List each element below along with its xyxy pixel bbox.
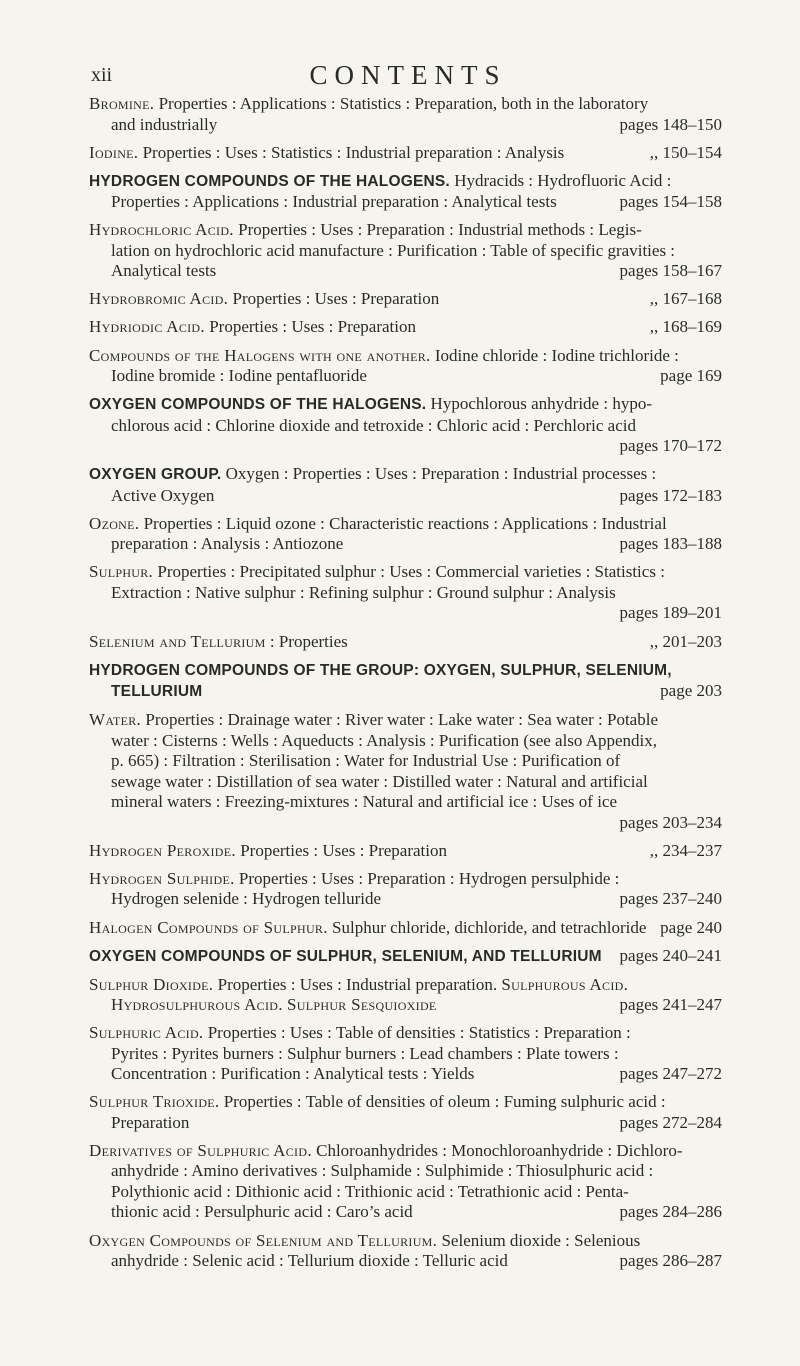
entry-line	[89, 416, 722, 437]
entry-text: Properties : Uses : Statistics : Industrial preparation : Analysis	[142, 142, 565, 162]
toc-entry-hydrogen-sulphide	[89, 869, 722, 910]
entry-text: Analytical tests	[111, 261, 217, 281]
toc-entry-sulphur-trioxide	[89, 1092, 722, 1133]
entry-text: Properties : Uses : Preparation : Hydrogen persulphide :	[238, 868, 620, 888]
entry-line	[89, 192, 722, 213]
entry-text: anhydride : Amino derivatives : Sulphamide : Sulphimide : Thiosulphuric acid :	[111, 1161, 654, 1181]
toc-entry-sulphuric-acid	[89, 1023, 722, 1085]
entry-line	[89, 946, 722, 968]
toc-entry-sulphur	[89, 562, 722, 624]
entry-text: Properties : Drainage water : River water : Lake water : Sea water : Potable	[145, 710, 658, 730]
entry-line	[89, 751, 722, 772]
entry-line	[89, 1161, 722, 1182]
entry-text: Polythionic acid : Dithionic acid : Trithionic acid : Tetrathionic acid : Penta-	[111, 1181, 629, 1201]
entry-text: Pyrites : Pyrites burners : Sulphur burners : Lead chambers : Plate towers :	[111, 1043, 619, 1063]
entry-pages: pages 286–287	[619, 1251, 722, 1271]
entry-text: Concentration : Purification : Analytical tests : Yields	[111, 1064, 475, 1084]
entry-text: Hydracids : Hydrofluoric Acid :	[454, 170, 672, 190]
entry-pages: pages 240–241	[619, 945, 722, 965]
entry-subheading: Sulphurous Acid.	[501, 974, 629, 994]
entry-line	[89, 464, 722, 486]
toc-entry-hydrobromic-acid	[89, 289, 722, 310]
entry-line	[89, 261, 722, 282]
entry-heading: Hydriodic Acid.	[89, 317, 205, 337]
entry-line	[89, 115, 722, 136]
entry-pages: pages 284–286	[619, 1202, 722, 1222]
entry-heading: Hydrobromic Acid.	[89, 289, 229, 309]
entry-pages: pages 148–150	[619, 114, 722, 134]
entry-pages: page 203	[660, 681, 722, 701]
toc-entry-bromine	[89, 94, 722, 135]
entry-line	[89, 1251, 722, 1272]
entry-text: Iodine bromide : Iodine pentafluoride	[111, 366, 367, 386]
entry-line	[89, 514, 722, 535]
entry-text: preparation : Analysis : Antiozone	[111, 534, 344, 554]
page-number: xii	[91, 64, 113, 86]
entry-text: lation on hydrochloric acid manufacture : Purification : Table of specific gravities :	[111, 240, 676, 260]
entry-text: Hydrogen selenide : Hydrogen telluride	[111, 889, 382, 909]
entry-heading: Sulphur.	[89, 562, 154, 582]
entry-heading: OXYGEN COMPOUNDS OF THE HALOGENS.	[89, 396, 427, 414]
toc-entry-water	[89, 710, 722, 833]
toc-entry-selenium-tellurium	[89, 632, 722, 653]
entry-text: Properties : Uses : Preparation	[232, 289, 440, 309]
entry-line	[89, 143, 722, 164]
toc-entry-hydrochloric-acid	[89, 220, 722, 282]
entry-line	[89, 562, 722, 583]
entry-line	[89, 632, 722, 653]
entry-line	[89, 366, 722, 387]
toc-entry-compounds-halogens-one-another	[89, 346, 722, 387]
entry-line	[89, 1231, 722, 1252]
entry-line	[89, 841, 722, 862]
entry-text: sewage water : Distillation of sea water : Distilled water : Natural and artificial	[111, 771, 648, 791]
entry-text: Properties : Precipitated sulphur : Uses : Commercial varieties : Statistics :	[157, 562, 665, 582]
entry-text: Selenium dioxide : Selenious	[441, 1230, 641, 1250]
entry-text: Sulphur chloride, dichloride, and tetrachloride	[332, 917, 647, 937]
entry-text: chlorous acid : Chlorine dioxide and tetroxide : Chloric acid : Perchloric acid	[111, 415, 636, 435]
entry-line	[89, 1182, 722, 1203]
entry-pages: ,, 167–168	[649, 289, 722, 309]
entry-pages: pages 170–172	[619, 436, 722, 456]
entry-line	[89, 289, 722, 310]
toc-entry-oxygen-compounds-selenium-tellurium	[89, 1231, 722, 1272]
entry-heading: Hydrogen Peroxide.	[89, 840, 236, 860]
entry-pages: ,, 201–203	[649, 631, 722, 651]
entry-pages: pages 189–201	[619, 603, 722, 623]
contents-list	[89, 94, 722, 1279]
entry-line	[89, 918, 722, 939]
entry-line	[89, 975, 722, 996]
entry-heading: Sulphur Dioxide.	[89, 974, 214, 994]
toc-entry-derivatives-sulphuric-acid	[89, 1141, 722, 1223]
toc-entry-hydrogen-peroxide	[89, 841, 722, 862]
entry-line	[89, 603, 722, 624]
entry-text: : Properties	[269, 631, 348, 651]
entry-text: Properties : Table of densities of oleum : Fuming sulphuric acid :	[223, 1092, 666, 1112]
entry-line	[89, 869, 722, 890]
entry-text: Chloroanhydrides : Monochloroanhydride : Dichloro-	[316, 1140, 683, 1160]
entry-heading: Sulphuric Acid.	[89, 1023, 204, 1043]
entry-pages: ,, 234–237	[649, 840, 722, 860]
entry-heading: OXYGEN GROUP.	[89, 466, 222, 484]
entry-line	[89, 317, 722, 338]
entry-line	[89, 792, 722, 813]
entry-heading: Ozone.	[89, 513, 140, 533]
entry-line	[89, 1064, 722, 1085]
entry-heading: Hydrogen Sulphide.	[89, 868, 235, 888]
entry-line	[89, 681, 722, 703]
entry-line	[89, 171, 722, 193]
entry-text: and industrially	[111, 114, 218, 134]
page-title: CONTENTS	[309, 60, 507, 90]
entry-text: anhydride : Selenic acid : Tellurium dioxide : Telluric acid	[111, 1251, 508, 1271]
entry-line	[89, 710, 722, 731]
entry-line	[89, 486, 722, 507]
entry-line	[89, 772, 722, 793]
toc-entry-oxygen-compounds-sulphur	[89, 946, 722, 968]
entry-line	[89, 1092, 722, 1113]
entry-pages: page 169	[660, 366, 722, 386]
entry-text: TELLURIUM	[111, 683, 203, 701]
entry-pages: pages 172–183	[619, 485, 722, 505]
entry-subheading: Sulphur Sesquioxide	[287, 995, 437, 1015]
toc-entry-iodine	[89, 143, 722, 164]
entry-heading: Sulphur Trioxide.	[89, 1092, 220, 1112]
entry-line	[89, 889, 722, 910]
entry-pages: page 240	[660, 917, 722, 937]
toc-entry-hydriodic-acid	[89, 317, 722, 338]
entry-heading: Bromine.	[89, 94, 155, 113]
entry-pages: pages 237–240	[619, 889, 722, 909]
entry-text: mineral waters : Freezing-mixtures : Natural and artificial ice : Uses of ice	[111, 792, 618, 812]
entry-line	[89, 94, 722, 115]
toc-entry-ozone	[89, 514, 722, 555]
entry-line	[89, 220, 722, 241]
toc-entry-sulphur-dioxide	[89, 975, 722, 1016]
entry-text: Hypochlorous anhydride : hypo-	[430, 394, 652, 414]
entry-heading: HYDROGEN COMPOUNDS OF THE HALOGENS.	[89, 172, 450, 190]
entry-heading: Iodine.	[89, 142, 139, 162]
entry-line	[89, 995, 722, 1016]
entry-pages: pages 183–188	[619, 534, 722, 554]
entry-text: Active Oxygen	[111, 485, 215, 505]
entry-line	[89, 660, 722, 682]
entry-line	[89, 583, 722, 604]
entry-text: Properties : Uses : Industrial preparation.	[217, 974, 498, 994]
entry-line	[89, 1141, 722, 1162]
entry-pages: ,, 168–169	[649, 317, 722, 337]
entry-heading: Halogen Compounds of Sulphur.	[89, 917, 328, 937]
entry-line	[89, 1023, 722, 1044]
entry-heading: Compounds of the Halogens with one another.	[89, 345, 431, 365]
entry-text: p. 665) : Filtration : Sterilisation : Water for Industrial Use : Purification of	[111, 751, 621, 771]
entry-text: Properties : Liquid ozone : Characteristic reactions : Applications : Industrial	[143, 513, 667, 533]
entry-text: Properties : Applications : Industrial preparation : Analytical tests	[111, 192, 557, 212]
entry-line	[89, 394, 722, 416]
entry-text: water : Cisterns : Wells : Aqueducts : Analysis : Purification (see also Appendix,	[111, 730, 658, 750]
entry-heading: Water.	[89, 710, 142, 730]
entry-text: Properties : Applications : Statistics : Preparation, both in the laboratory	[158, 94, 649, 113]
entry-heading: HYDROGEN COMPOUNDS OF THE GROUP: OXYGEN, SULPHUR, SELENIUM,	[89, 661, 672, 679]
entry-line	[89, 1044, 722, 1065]
toc-entry-hydrogen-compounds-group	[89, 660, 722, 703]
entry-pages: ,, 150–154	[649, 142, 722, 162]
entry-heading: Oxygen Compounds of Selenium and Tellurium.	[89, 1230, 438, 1250]
entry-text: Properties : Uses : Preparation : Industrial methods : Legis-	[238, 220, 642, 240]
entry-pages: pages 272–284	[619, 1112, 722, 1132]
entry-heading: Hydrochloric Acid.	[89, 220, 234, 240]
entry-heading: Selenium and Tellurium	[89, 631, 266, 651]
entry-text: Preparation	[111, 1112, 190, 1132]
entry-text: thionic acid : Persulphuric acid : Caro’s acid	[111, 1202, 413, 1222]
entry-text: Properties : Uses : Preparation	[209, 317, 416, 337]
entry-pages: pages 154–158	[619, 192, 722, 212]
toc-entry-halogen-compounds-sulphur	[89, 918, 722, 939]
entry-text: Iodine chloride : Iodine trichloride :	[434, 345, 679, 365]
entry-pages: pages 241–247	[619, 995, 722, 1015]
entry-line	[89, 1113, 722, 1134]
toc-entry-oxygen-group	[89, 464, 722, 506]
entry-line	[89, 241, 722, 262]
entry-text: Oxygen : Properties : Uses : Preparation : Industrial processes :	[225, 464, 657, 484]
entry-heading: OXYGEN COMPOUNDS OF SULPHUR, SELENIUM, AND TELLURIUM	[89, 947, 602, 965]
entry-subheading: Hydrosulphurous Acid.	[111, 995, 283, 1015]
entry-text: Extraction : Native sulphur : Refining sulphur : Ground sulphur : Analysis	[111, 582, 616, 602]
toc-entry-hydrogen-compounds-halogens	[89, 171, 722, 213]
entry-line	[89, 436, 722, 457]
entry-line	[89, 346, 722, 367]
entry-text: Properties : Uses : Preparation	[240, 840, 448, 860]
entry-pages: pages 158–167	[619, 261, 722, 281]
entry-line	[89, 731, 722, 752]
entry-line	[89, 813, 722, 834]
entry-pages: pages 247–272	[619, 1064, 722, 1084]
toc-entry-oxygen-compounds-halogens	[89, 394, 722, 457]
entry-heading: Derivatives of Sulphuric Acid.	[89, 1140, 312, 1160]
entry-line	[89, 534, 722, 555]
entry-pages: pages 203–234	[619, 812, 722, 832]
entry-text: Properties : Uses : Table of densities : Statistics : Preparation :	[207, 1023, 631, 1043]
entry-line	[89, 1202, 722, 1223]
